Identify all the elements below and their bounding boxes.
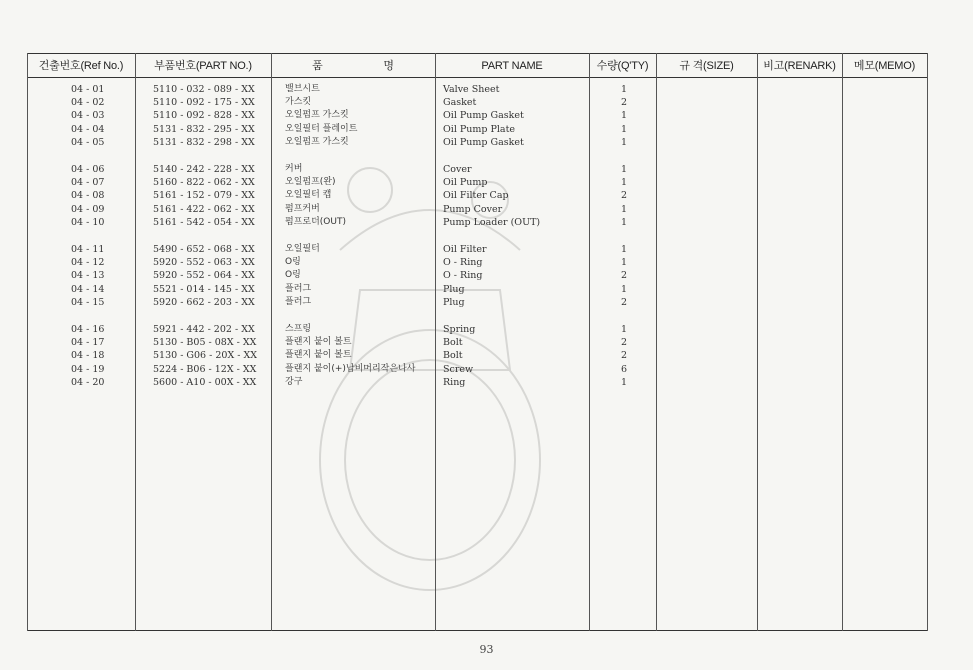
cell-korean-name: 플러그 [285, 283, 312, 294]
cell-part-name: Bolt [443, 350, 463, 362]
cell-korean-name: 커버 [285, 164, 303, 174]
cell-ref-no: 04 - 18 [71, 350, 105, 362]
cell-korean-name: 오일펌프(완) [285, 177, 336, 188]
cell-korean-name: O링 [285, 257, 301, 268]
cell-quantity: 2 [620, 296, 628, 308]
cell-part-no: 5110 - 092 - 828 - XX [153, 110, 255, 122]
cell-ref-no: 04 - 19 [71, 363, 105, 375]
cell-korean-name: 강구 [285, 376, 303, 387]
cell-part-no: 5920 - 662 - 203 - XX [153, 296, 255, 308]
cell-part-no: 5920 - 552 - 064 - XX [153, 270, 255, 282]
cell-ref-no: 04 - 04 [71, 123, 105, 135]
cell-part-name: Oil Pump [443, 177, 488, 189]
header-korean-name: 품 명 [312, 60, 394, 72]
header-ref-no: 건출번호(Ref No.) [38, 60, 124, 72]
table-row [27, 109, 928, 122]
table-row [27, 96, 928, 109]
header-part-name: PART NAME [481, 60, 543, 72]
cell-korean-name: 플랜지 붙이(+)납비머리작은나사 [285, 363, 416, 374]
cell-quantity: 1 [620, 283, 628, 295]
cell-ref-no: 04 - 07 [71, 177, 105, 189]
page-number: 93 [479, 643, 494, 656]
cell-part-name: Bolt [443, 337, 463, 349]
table-row [27, 269, 928, 282]
cell-part-name: Oil Filter Cap [443, 190, 509, 202]
cell-quantity: 2 [620, 190, 628, 202]
cell-part-name: Screw [443, 363, 474, 375]
cell-part-name: Cover [443, 164, 472, 175]
table-row [27, 336, 928, 349]
cell-quantity: 2 [620, 350, 628, 362]
cell-korean-name: 오일필터 [285, 244, 320, 254]
cell-part-no: 5161 - 422 - 062 - XX [153, 203, 255, 215]
cell-korean-name: 플러그 [285, 296, 312, 307]
table-row [27, 323, 928, 336]
cell-part-name: O - Ring [443, 270, 483, 282]
cell-quantity: 1 [620, 257, 628, 269]
cell-quantity: 2 [620, 337, 628, 349]
cell-ref-no: 04 - 10 [71, 216, 105, 228]
cell-part-no: 5110 - 032 - 089 - XX [153, 84, 255, 95]
cell-part-no: 5160 - 822 - 062 - XX [153, 177, 255, 189]
cell-ref-no: 04 - 02 [71, 97, 105, 109]
table-row [27, 123, 928, 136]
cell-part-name: Oil Pump Plate [443, 123, 516, 135]
table-row [27, 216, 928, 229]
cell-ref-no: 04 - 08 [71, 190, 105, 202]
cell-korean-name: O링 [285, 270, 301, 281]
cell-part-no: 5131 - 832 - 298 - XX [153, 136, 255, 148]
cell-ref-no: 04 - 16 [71, 324, 105, 335]
cell-quantity: 1 [620, 164, 628, 175]
cell-korean-name: 가스킷 [285, 97, 312, 108]
cell-quantity: 1 [620, 216, 628, 228]
table-row [27, 176, 928, 189]
cell-korean-name: 펌프로더(OUT) [285, 216, 346, 227]
table-row [27, 376, 928, 389]
cell-quantity: 1 [620, 84, 628, 95]
cell-part-name: Ring [443, 376, 466, 388]
cell-korean-name: 오일필터 플레이트 [285, 123, 358, 134]
cell-part-name: Pump Cover [443, 203, 503, 215]
cell-part-no: 5521 - 014 - 145 - XX [153, 283, 255, 295]
cell-quantity: 1 [620, 177, 628, 189]
cell-quantity: 1 [620, 324, 628, 335]
header-bottom-rule [27, 77, 928, 78]
cell-ref-no: 04 - 01 [71, 84, 105, 95]
cell-korean-name: 플랜지 붙이 볼트 [285, 350, 352, 361]
cell-ref-no: 04 - 09 [71, 203, 105, 215]
cell-ref-no: 04 - 11 [71, 244, 105, 255]
table-row [27, 83, 928, 96]
cell-part-no: 5161 - 542 - 054 - XX [153, 216, 255, 228]
cell-ref-no: 04 - 06 [71, 164, 105, 175]
table-bottom-rule [27, 630, 928, 631]
cell-ref-no: 04 - 05 [71, 136, 105, 148]
cell-part-name: Oil Pump Gasket [443, 110, 524, 122]
cell-ref-no: 04 - 14 [71, 283, 105, 295]
cell-part-no: 5490 - 652 - 068 - XX [153, 244, 255, 255]
cell-part-name: Oil Pump Gasket [443, 136, 524, 148]
cell-part-name: Oil Filter [443, 244, 487, 255]
cell-part-no: 5224 - B06 - 12X - XX [153, 363, 257, 375]
cell-part-name: Spring [443, 324, 476, 335]
table-row [27, 256, 928, 269]
cell-part-name: O - Ring [443, 257, 483, 269]
cell-part-no: 5130 - G06 - 20X - XX [153, 350, 257, 362]
cell-part-name: Valve Sheet [443, 84, 500, 95]
cell-part-name: Plug [443, 296, 465, 308]
cell-korean-name: 펌프커버 [285, 203, 320, 214]
cell-quantity: 1 [620, 376, 628, 388]
table-row [27, 243, 928, 256]
cell-korean-name: 밸브시트 [285, 84, 320, 94]
header-memo: 메모(MEMO) [853, 60, 916, 72]
cell-ref-no: 04 - 15 [71, 296, 105, 308]
table-row [27, 283, 928, 296]
cell-part-no: 5161 - 152 - 079 - XX [153, 190, 255, 202]
header-quantity: 수량(Q'TY) [596, 60, 649, 72]
parts-table [27, 53, 928, 631]
header-part-no: 부품번호(PART NO.) [154, 60, 252, 72]
table-row [27, 363, 928, 376]
table-row [27, 203, 928, 216]
cell-quantity: 1 [620, 203, 628, 215]
cell-quantity: 1 [620, 110, 628, 122]
cell-ref-no: 04 - 17 [71, 337, 105, 349]
table-row [27, 349, 928, 362]
table-row [27, 189, 928, 202]
cell-part-no: 5130 - B05 - 08X - XX [153, 337, 257, 349]
cell-part-name: Plug [443, 283, 465, 295]
cell-part-no: 5110 - 092 - 175 - XX [153, 97, 255, 109]
cell-part-no: 5920 - 552 - 063 - XX [153, 257, 255, 269]
cell-quantity: 1 [620, 244, 628, 255]
cell-korean-name: 플랜지 붙이 볼트 [285, 337, 352, 348]
cell-part-no: 5131 - 832 - 295 - XX [153, 123, 255, 135]
cell-part-no: 5921 - 442 - 202 - XX [153, 324, 255, 335]
cell-ref-no: 04 - 20 [71, 376, 105, 388]
cell-quantity: 6 [620, 363, 628, 375]
cell-quantity: 1 [620, 136, 628, 148]
cell-ref-no: 04 - 13 [71, 270, 105, 282]
cell-part-name: Gasket [443, 97, 477, 109]
cell-part-no: 5140 - 242 - 228 - XX [153, 164, 255, 175]
cell-part-no: 5600 - A10 - 00X - XX [153, 376, 257, 388]
cell-korean-name: 오일펌프 가스킷 [285, 110, 349, 121]
table-row [27, 163, 928, 176]
cell-korean-name: 스프링 [285, 324, 312, 334]
table-row [27, 136, 928, 149]
cell-korean-name: 오일펌프 가스킷 [285, 136, 349, 147]
cell-ref-no: 04 - 12 [71, 257, 105, 269]
cell-part-name: Pump Loader (OUT) [443, 216, 541, 228]
cell-korean-name: 오일필터 캡 [285, 190, 332, 201]
cell-quantity: 1 [620, 123, 628, 135]
table-row [27, 296, 928, 309]
header-size: 규 격(SIZE) [679, 60, 734, 72]
header-remark: 비고(RENARK) [763, 60, 836, 72]
cell-quantity: 2 [620, 97, 628, 109]
cell-quantity: 2 [620, 270, 628, 282]
cell-ref-no: 04 - 03 [71, 110, 105, 122]
